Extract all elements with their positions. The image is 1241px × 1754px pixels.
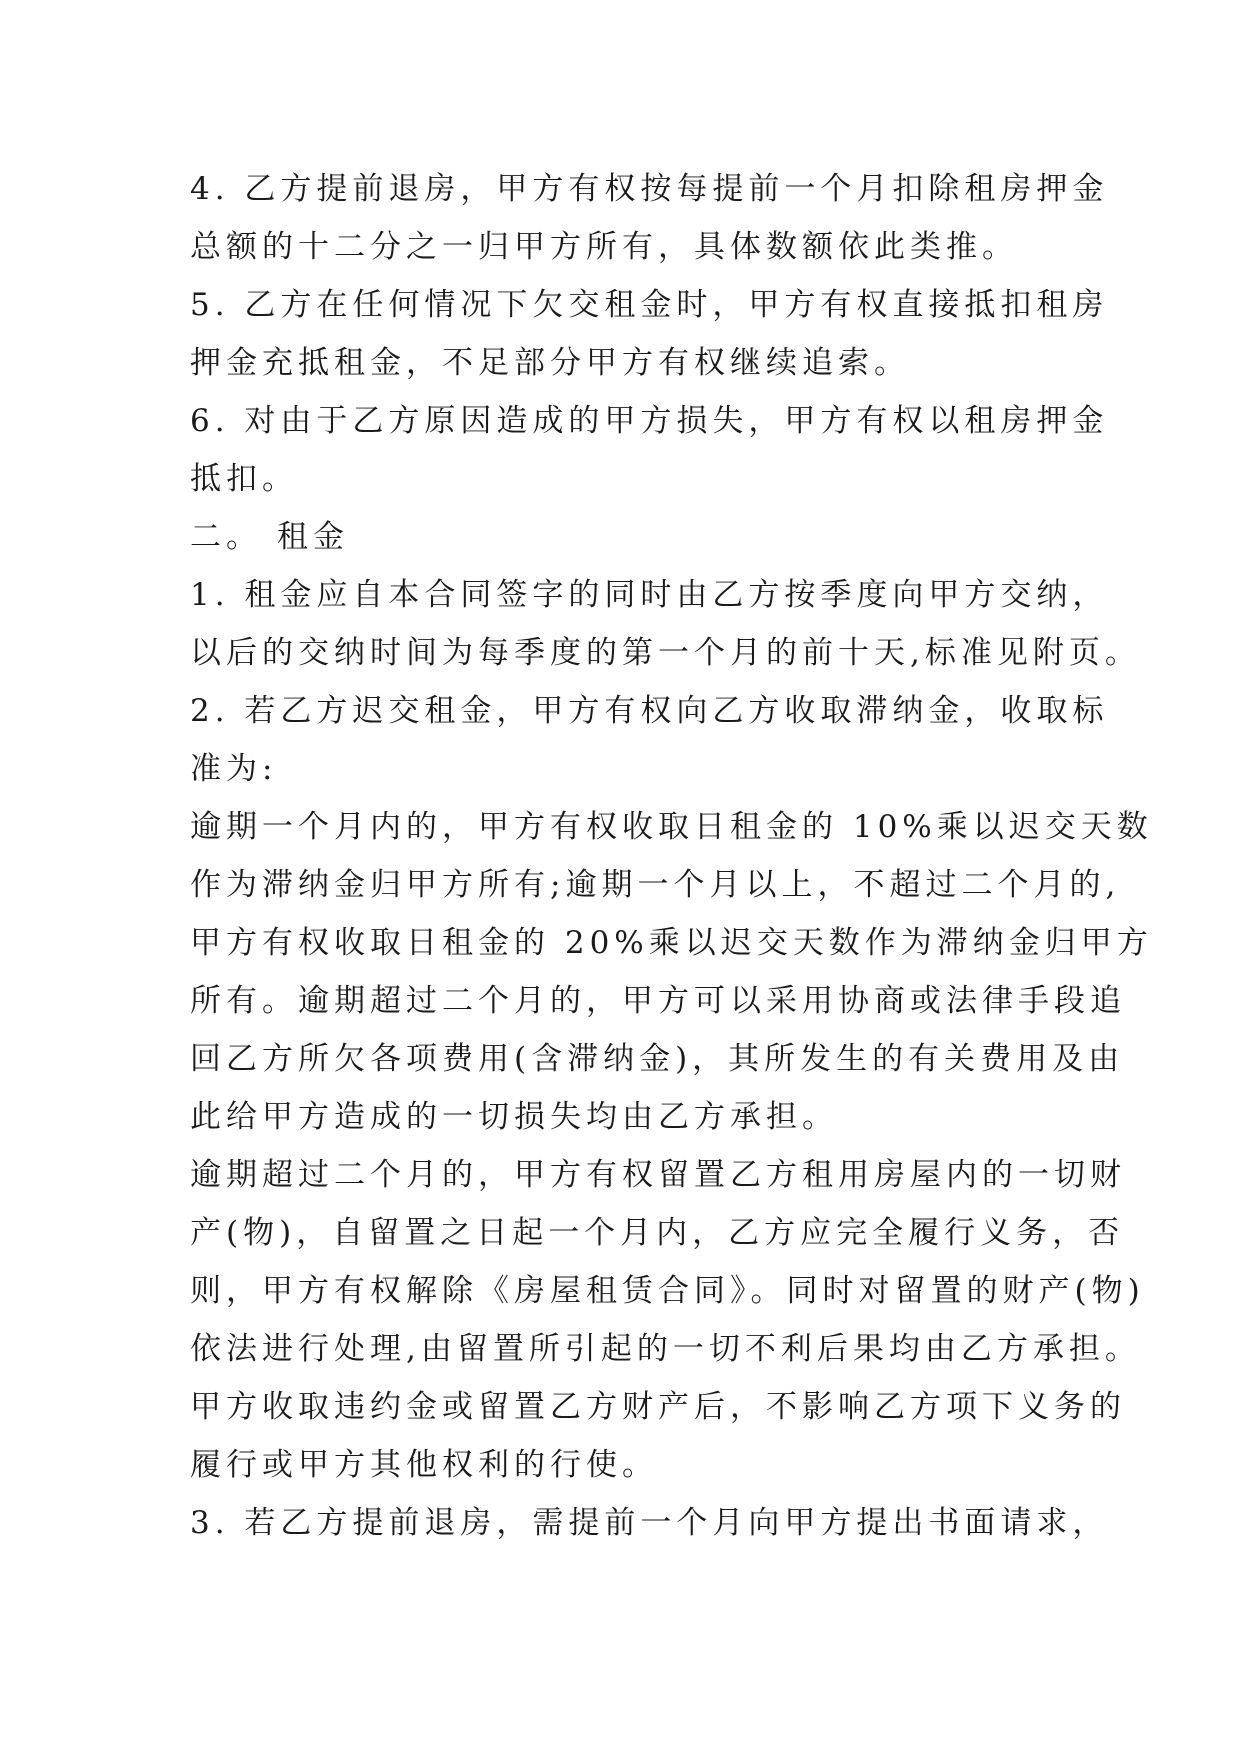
text-line: 准为:	[190, 751, 278, 787]
text-line: 4. 乙方提前退房，甲方有权按每提前一个月扣除租房押金	[190, 171, 1109, 207]
text-line: 依法进行处理,由留置所引起的一切不利后果均由乙方承担。	[190, 1331, 1141, 1367]
text-line: 押金充抵租金，不足部分甲方有权继续追索。	[190, 345, 910, 381]
text-line: 所有。逾期超过二个月的，甲方可以采用协商或法律手段追	[190, 983, 1126, 1019]
text-line: 回乙方所欠各项费用(含滞纳金)，其所发生的有关费用及由	[190, 1041, 1125, 1077]
text-line: 产(物)，自留置之日起一个月内，乙方应完全履行义务，否	[190, 1215, 1125, 1251]
section-heading: 二。 租金	[190, 519, 349, 555]
text-line: 此给甲方造成的一切损失均由乙方承担。	[190, 1099, 838, 1135]
text-line: 履行或甲方其他权利的行使。	[190, 1447, 658, 1483]
text-line: 6. 对由于乙方原因造成的甲方损失，甲方有权以租房押金	[190, 403, 1109, 439]
text-line: 5. 乙方在任何情况下欠交租金时，甲方有权直接抵扣租房	[190, 287, 1109, 323]
document-body	[190, 160, 1153, 1552]
text-line: 逾期一个月内的，甲方有权收取日租金的 10%乘以迟交天数	[190, 809, 1153, 845]
text-line: 甲方有权收取日租金的 20%乘以迟交天数作为滞纳金归甲方	[190, 925, 1153, 961]
text-line: 则，甲方有权解除《房屋租赁合同》。同时对留置的财产(物)	[190, 1273, 1145, 1309]
text-line: 以后的交纳时间为每季度的第一个月的前十天,标准见附页。	[190, 635, 1141, 671]
text-line: 1. 租金应自本合同签字的同时由乙方按季度向甲方交纳，	[190, 577, 1109, 613]
text-line: 甲方收取违约金或留置乙方财产后，不影响乙方项下义务的	[190, 1389, 1126, 1425]
text-line: 逾期超过二个月的，甲方有权留置乙方租用房屋内的一切财	[190, 1157, 1126, 1193]
text-line: 2. 若乙方迟交租金，甲方有权向乙方收取滞纳金，收取标	[190, 693, 1109, 729]
text-line: 作为滞纳金归甲方所有;逾期一个月以上，不超过二个月的,	[190, 867, 1121, 903]
text-line: 总额的十二分之一归甲方所有，具体数额依此类推。	[190, 229, 1018, 265]
text-line: 抵扣。	[190, 461, 298, 497]
text-line: 3. 若乙方提前退房，需提前一个月向甲方提出书面请求，	[190, 1505, 1109, 1541]
